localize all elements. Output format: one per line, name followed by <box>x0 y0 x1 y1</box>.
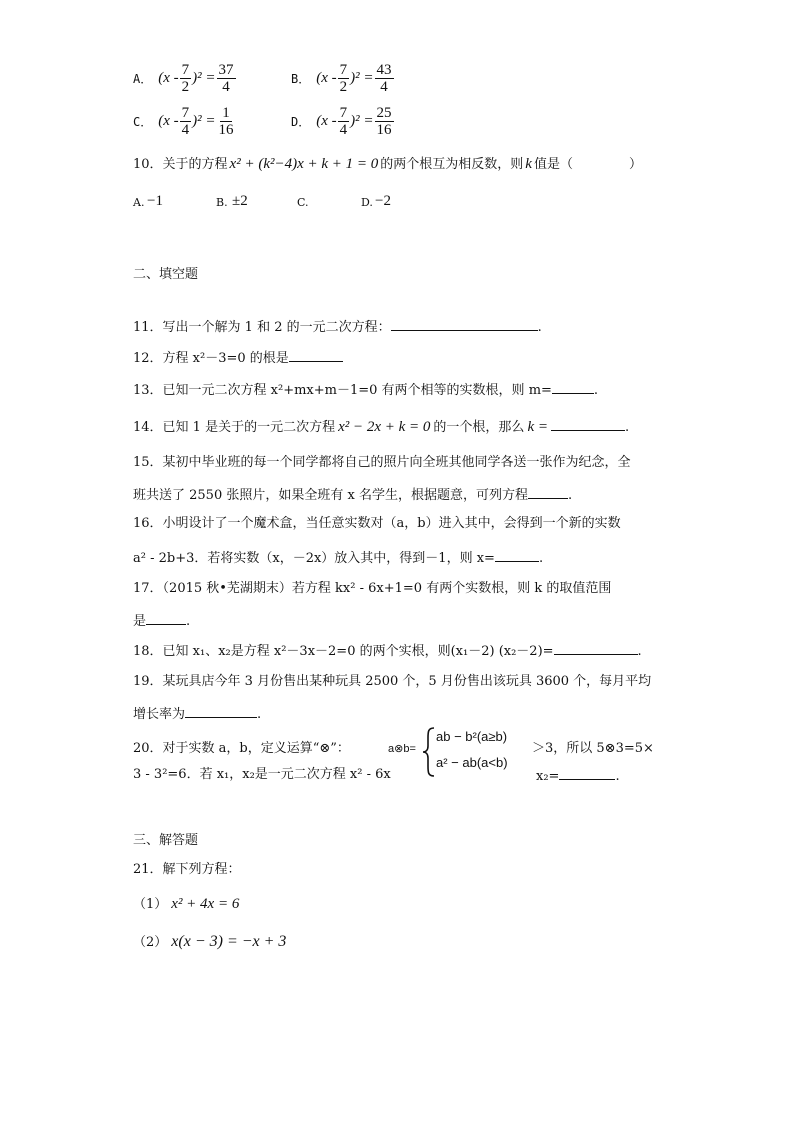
fraction: $\frac{25}{16}$ <box>376 105 392 138</box>
fraction: $\frac{7}{2}$ <box>339 62 348 95</box>
answer-blank[interactable] <box>552 381 594 394</box>
option-label: D． <box>291 115 311 129</box>
answer-blank[interactable] <box>289 349 343 362</box>
fraction: $\frac{1}{16}$ <box>218 105 234 138</box>
q20-line2b: x₂= . <box>536 769 620 784</box>
q20-line2a: 3 - 3²=6．若 x₁，x₂是一元二次方程 x² - 6x <box>133 767 391 782</box>
answer-blank[interactable] <box>391 318 538 331</box>
q16-line2: a² - 2b+3．若将实数（x，－2x）放入其中，得到－1，则 x= . <box>133 551 544 566</box>
fraction: $\frac{43}{4}$ <box>376 62 392 95</box>
q12: 12．方程 x²－3=0 的根是 <box>133 349 343 367</box>
q20-line1a: 20．对于实数 a，b，定义运算“⊗”： <box>133 741 350 756</box>
q13: 13．已知一元二次方程 x²+mx+m－1=0 有两个相等的实数根，则 m= . <box>133 383 599 398</box>
q15-line1: 15．某初中毕业班的每一个同学都将自己的照片向全班其他同学各送一张作为纪念，全 <box>133 455 631 470</box>
option-label: A． <box>133 72 153 86</box>
q16-line1: 16．小明设计了一个魔术盒，当任意实数对（a，b）进入其中，会得到一个新的实数 <box>133 516 621 531</box>
q20-line1b: ＞3，所以 5⊗3=5× <box>532 741 654 756</box>
fraction: $\frac{7}{4}$ <box>181 105 190 138</box>
fraction: $\frac{7}{2}$ <box>181 62 190 95</box>
left-brace-icon <box>422 726 436 778</box>
section-heading-solve: 三、解答题 <box>133 833 199 848</box>
answer-blank[interactable] <box>146 612 186 625</box>
option-label: B． <box>291 72 311 86</box>
q19-line2: 增长率为 . <box>133 707 262 722</box>
fraction: $\frac{37}{4}$ <box>218 62 234 95</box>
section-heading-fill-blank: 二、填空题 <box>133 267 199 282</box>
q19-line1: 19．某玩具店今年 3 月份售出某种玩具 2500 个，5 月份售出该玩具 3600 个，每月平均 <box>133 674 652 689</box>
q14: 14．已知 1 是关于的一元二次方程 x² − 2x + k = 0 的一个根，那么 k = . <box>133 419 630 435</box>
q9-option-c: C． (x - $\frac{7}{4}$ )² = $\frac{1}{16}$ <box>133 105 234 138</box>
q9-option-b: B． (x - $\frac{7}{2}$ )² = $\frac{43}{4}$ <box>291 62 392 95</box>
option-label: C． <box>133 115 153 129</box>
q9-option-a: A． (x - $\frac{7}{2}$ )² = $\frac{37}{4}$ <box>133 62 234 95</box>
q21-part2: （2） x(x − 3) = −x + 3 <box>133 933 287 950</box>
answer-blank[interactable] <box>495 549 539 562</box>
q17-line2: 是 . <box>133 614 191 629</box>
fraction: $\frac{7}{4}$ <box>339 105 348 138</box>
answer-blank[interactable] <box>185 705 257 718</box>
q9-option-d: D． (x - $\frac{7}{4}$ )² = $\frac{25}{16}$ <box>291 105 392 138</box>
q10-question: 10．关于的方程 x² + (k²−4)x + k + 1 = 0 的两个根互为相反数，则 k 值是（ ） <box>133 156 642 172</box>
q18: 18．已知 x₁、x₂是方程 x²－3x－2=0 的两个实根，则(x₁－2) (x₂－2)= . <box>133 644 642 659</box>
q21-part1: （1） x² + 4x = 6 <box>133 896 240 912</box>
q17-line1: 17．（2015 秋•芜湖期末）若方程 kx² - 6x+1=0 有两个实数根，则 k 的取值范围 <box>133 581 612 596</box>
q20-piecewise-definition: a⊗b= ab − b²(a≥b) a² − ab(a<b) <box>388 726 578 778</box>
answer-blank[interactable] <box>528 486 568 499</box>
answer-blank[interactable] <box>551 418 625 431</box>
answer-blank[interactable] <box>559 767 615 780</box>
q11: 11．写出一个解为 1 和 2 的一元二次方程： . <box>133 320 542 335</box>
q15-line2: 班共送了 2550 张照片，如果全班有 x 名学生，根据题意，可列方程 . <box>133 488 573 503</box>
answer-blank[interactable] <box>554 642 638 655</box>
q21-title: 21．解下列方程： <box>133 862 241 877</box>
q10-options: A. −1 B. ±2 C. D. −2 <box>133 193 391 209</box>
